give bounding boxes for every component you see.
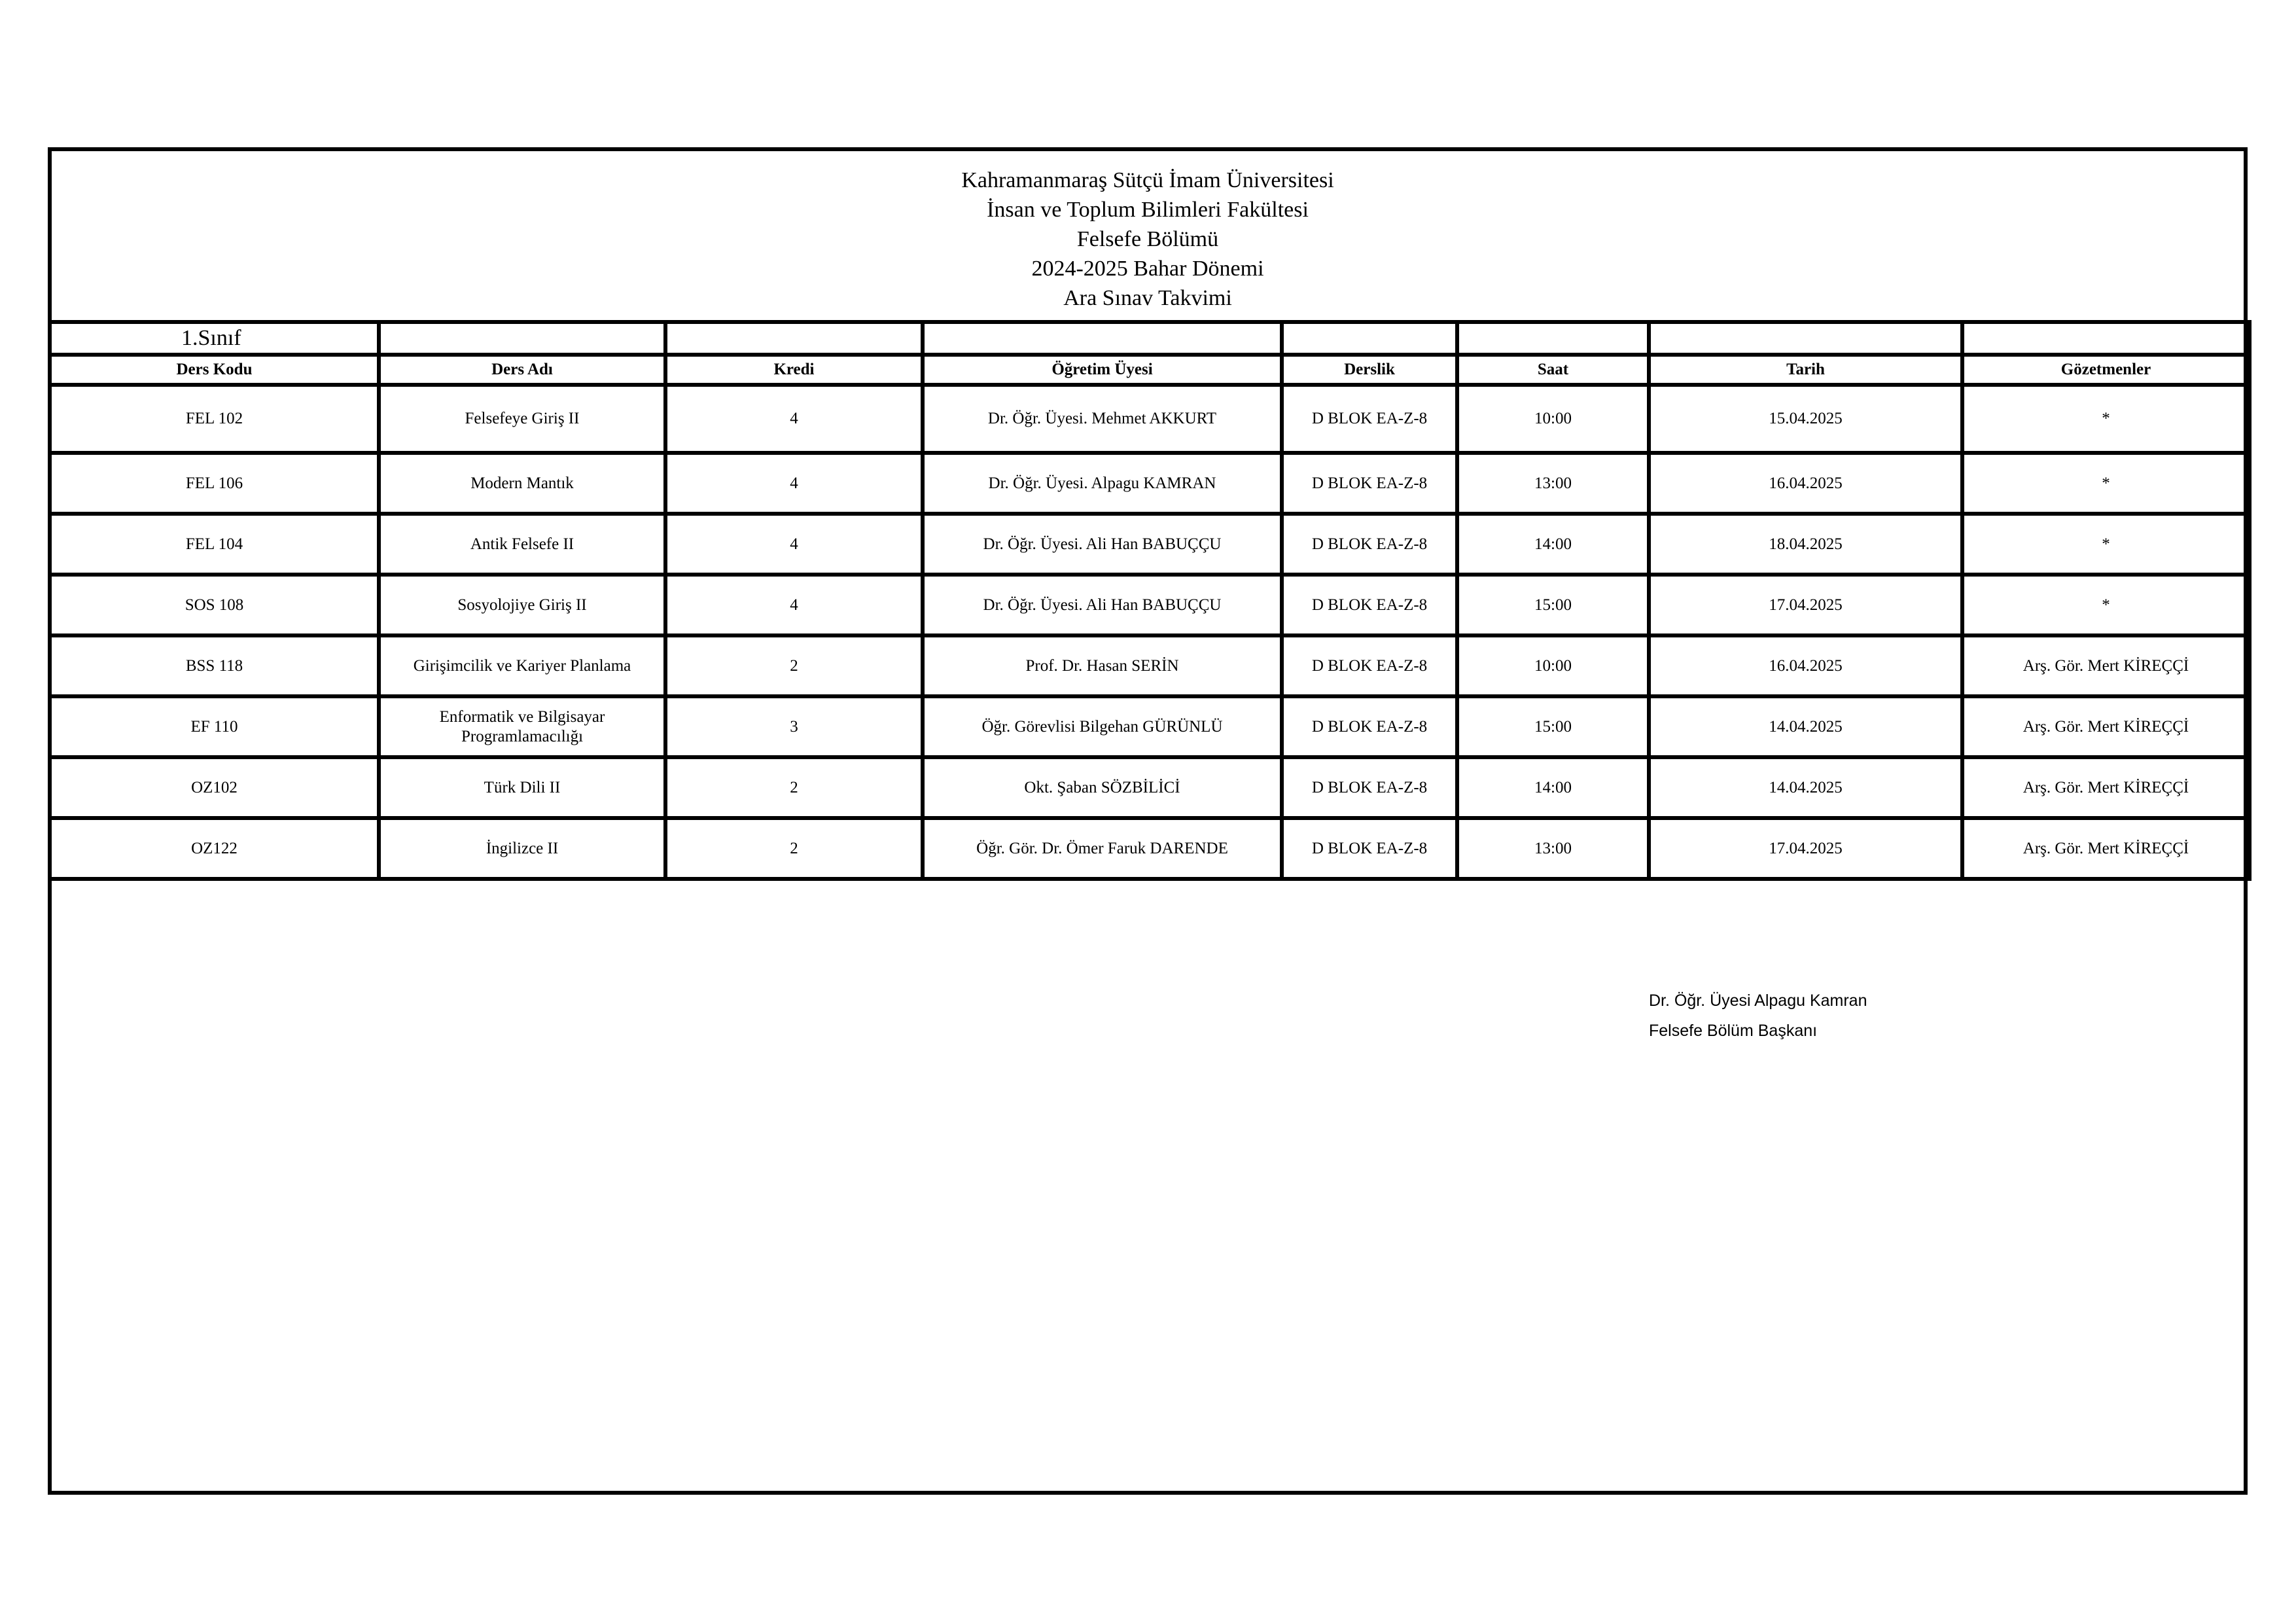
table-row bbox=[50, 514, 2250, 575]
department-name: Felsefe Bölümü bbox=[1076, 227, 1219, 251]
table-row bbox=[50, 385, 2250, 453]
credit: 4 bbox=[665, 575, 923, 635]
table-row bbox=[50, 757, 2250, 818]
course-code: EF 110 bbox=[50, 696, 379, 757]
classroom: D BLOK EA-Z-8 bbox=[1282, 757, 1457, 818]
table-row bbox=[50, 635, 2250, 696]
exam-time: 15:00 bbox=[1457, 575, 1649, 635]
exam-time: 10:00 bbox=[1457, 635, 1649, 696]
classroom: D BLOK EA-Z-8 bbox=[1282, 453, 1457, 514]
signatory-name: Dr. Öğr. Üyesi Alpagu Kamran bbox=[1649, 991, 1867, 1010]
classroom: D BLOK EA-Z-8 bbox=[1282, 385, 1457, 453]
signature-block bbox=[1649, 986, 1867, 1046]
empty-cell bbox=[923, 322, 1282, 355]
classroom: D BLOK EA-Z-8 bbox=[1282, 575, 1457, 635]
course-name: İngilizce II bbox=[379, 818, 665, 879]
proctors: * bbox=[1962, 385, 2250, 453]
course-code: OZ122 bbox=[50, 818, 379, 879]
instructor: Prof. Dr. Hasan SERİN bbox=[923, 635, 1282, 696]
course-name: Felsefeye Giriş II bbox=[379, 385, 665, 453]
course-name: Türk Dili II bbox=[379, 757, 665, 818]
class-label: 1.Sınıf bbox=[50, 322, 379, 355]
instructor: Dr. Öğr. Üyesi. Ali Han BABUÇÇU bbox=[923, 575, 1282, 635]
proctors: Arş. Gör. Mert KİREÇÇİ bbox=[1962, 757, 2250, 818]
column-header-date: Tarih bbox=[1649, 355, 1962, 385]
empty-cell bbox=[1962, 322, 2250, 355]
university-name: Kahramanmaraş Sütçü İmam Üniversitesi bbox=[961, 168, 1334, 192]
proctors: Arş. Gör. Mert KİREÇÇİ bbox=[1962, 818, 2250, 879]
course-code: OZ102 bbox=[50, 757, 379, 818]
course-code: FEL 106 bbox=[50, 453, 379, 514]
exam-date: 14.04.2025 bbox=[1649, 696, 1962, 757]
course-code: SOS 108 bbox=[50, 575, 379, 635]
course-name: Modern Mantık bbox=[379, 453, 665, 514]
exam-time: 15:00 bbox=[1457, 696, 1649, 757]
proctors: Arş. Gör. Mert KİREÇÇİ bbox=[1962, 696, 2250, 757]
column-header-course-name: Ders Adı bbox=[379, 355, 665, 385]
exam-date: 16.04.2025 bbox=[1649, 635, 1962, 696]
instructor: Dr. Öğr. Üyesi. Ali Han BABUÇÇU bbox=[923, 514, 1282, 575]
exam-date: 17.04.2025 bbox=[1649, 818, 1962, 879]
proctors: * bbox=[1962, 514, 2250, 575]
exam-date: 18.04.2025 bbox=[1649, 514, 1962, 575]
course-name: Sosyolojiye Giriş II bbox=[379, 575, 665, 635]
column-header-credit: Kredi bbox=[665, 355, 923, 385]
course-name-text: Enformatik ve Bilgisayar Programlamacılığı bbox=[439, 707, 605, 745]
exam-date: 17.04.2025 bbox=[1649, 575, 1962, 635]
table-row bbox=[50, 696, 2250, 757]
instructor: Dr. Öğr. Üyesi. Mehmet AKKURT bbox=[923, 385, 1282, 453]
instructor: Öğr. Görevlisi Bilgehan GÜRÜNLÜ bbox=[923, 696, 1282, 757]
credit: 2 bbox=[665, 635, 923, 696]
table-row bbox=[50, 453, 2250, 514]
table-row bbox=[50, 575, 2250, 635]
empty-cell bbox=[379, 322, 665, 355]
document-header bbox=[52, 151, 2244, 324]
faculty-name: İnsan ve Toplum Bilimleri Fakültesi bbox=[987, 198, 1309, 222]
course-name bbox=[379, 696, 665, 757]
exam-time: 14:00 bbox=[1457, 757, 1649, 818]
exam-date: 16.04.2025 bbox=[1649, 453, 1962, 514]
classroom: D BLOK EA-Z-8 bbox=[1282, 818, 1457, 879]
classroom: D BLOK EA-Z-8 bbox=[1282, 635, 1457, 696]
credit: 4 bbox=[665, 514, 923, 575]
exam-date: 15.04.2025 bbox=[1649, 385, 1962, 453]
empty-cell bbox=[1457, 322, 1649, 355]
proctors: Arş. Gör. Mert KİREÇÇİ bbox=[1962, 635, 2250, 696]
empty-cell bbox=[1282, 322, 1457, 355]
course-name: Girişimcilik ve Kariyer Planlama bbox=[379, 635, 665, 696]
course-name: Antik Felsefe II bbox=[379, 514, 665, 575]
credit: 4 bbox=[665, 385, 923, 453]
credit: 2 bbox=[665, 818, 923, 879]
classroom: D BLOK EA-Z-8 bbox=[1282, 514, 1457, 575]
exam-date: 14.04.2025 bbox=[1649, 757, 1962, 818]
signatory-title: Felsefe Bölüm Başkanı bbox=[1649, 1022, 1818, 1040]
empty-cell bbox=[1649, 322, 1962, 355]
instructor: Öğr. Gör. Dr. Ömer Faruk DARENDE bbox=[923, 818, 1282, 879]
credit: 4 bbox=[665, 453, 923, 514]
exam-time: 13:00 bbox=[1457, 818, 1649, 879]
empty-cell bbox=[665, 322, 923, 355]
course-code: FEL 102 bbox=[50, 385, 379, 453]
instructor: Okt. Şaban SÖZBİLİCİ bbox=[923, 757, 1282, 818]
course-code: FEL 104 bbox=[50, 514, 379, 575]
semester: 2024-2025 Bahar Dönemi bbox=[1031, 257, 1264, 281]
classroom: D BLOK EA-Z-8 bbox=[1282, 696, 1457, 757]
class-row bbox=[50, 322, 2250, 355]
column-header-instructor: Öğretim Üyesi bbox=[923, 355, 1282, 385]
column-header-time: Saat bbox=[1457, 355, 1649, 385]
exam-schedule-table bbox=[48, 320, 2252, 881]
instructor: Dr. Öğr. Üyesi. Alpagu KAMRAN bbox=[923, 453, 1282, 514]
exam-time: 10:00 bbox=[1457, 385, 1649, 453]
column-header-classroom: Derslik bbox=[1282, 355, 1457, 385]
proctors: * bbox=[1962, 575, 2250, 635]
credit: 2 bbox=[665, 757, 923, 818]
exam-time: 13:00 bbox=[1457, 453, 1649, 514]
column-header-row bbox=[50, 355, 2250, 385]
credit: 3 bbox=[665, 696, 923, 757]
exam-time: 14:00 bbox=[1457, 514, 1649, 575]
proctors: * bbox=[1962, 453, 2250, 514]
document-title: Ara Sınav Takvimi bbox=[1063, 286, 1232, 310]
course-code: BSS 118 bbox=[50, 635, 379, 696]
table-row bbox=[50, 818, 2250, 879]
schedule-frame bbox=[48, 147, 2248, 1495]
column-header-proctors: Gözetmenler bbox=[1962, 355, 2250, 385]
column-header-course-code: Ders Kodu bbox=[50, 355, 379, 385]
